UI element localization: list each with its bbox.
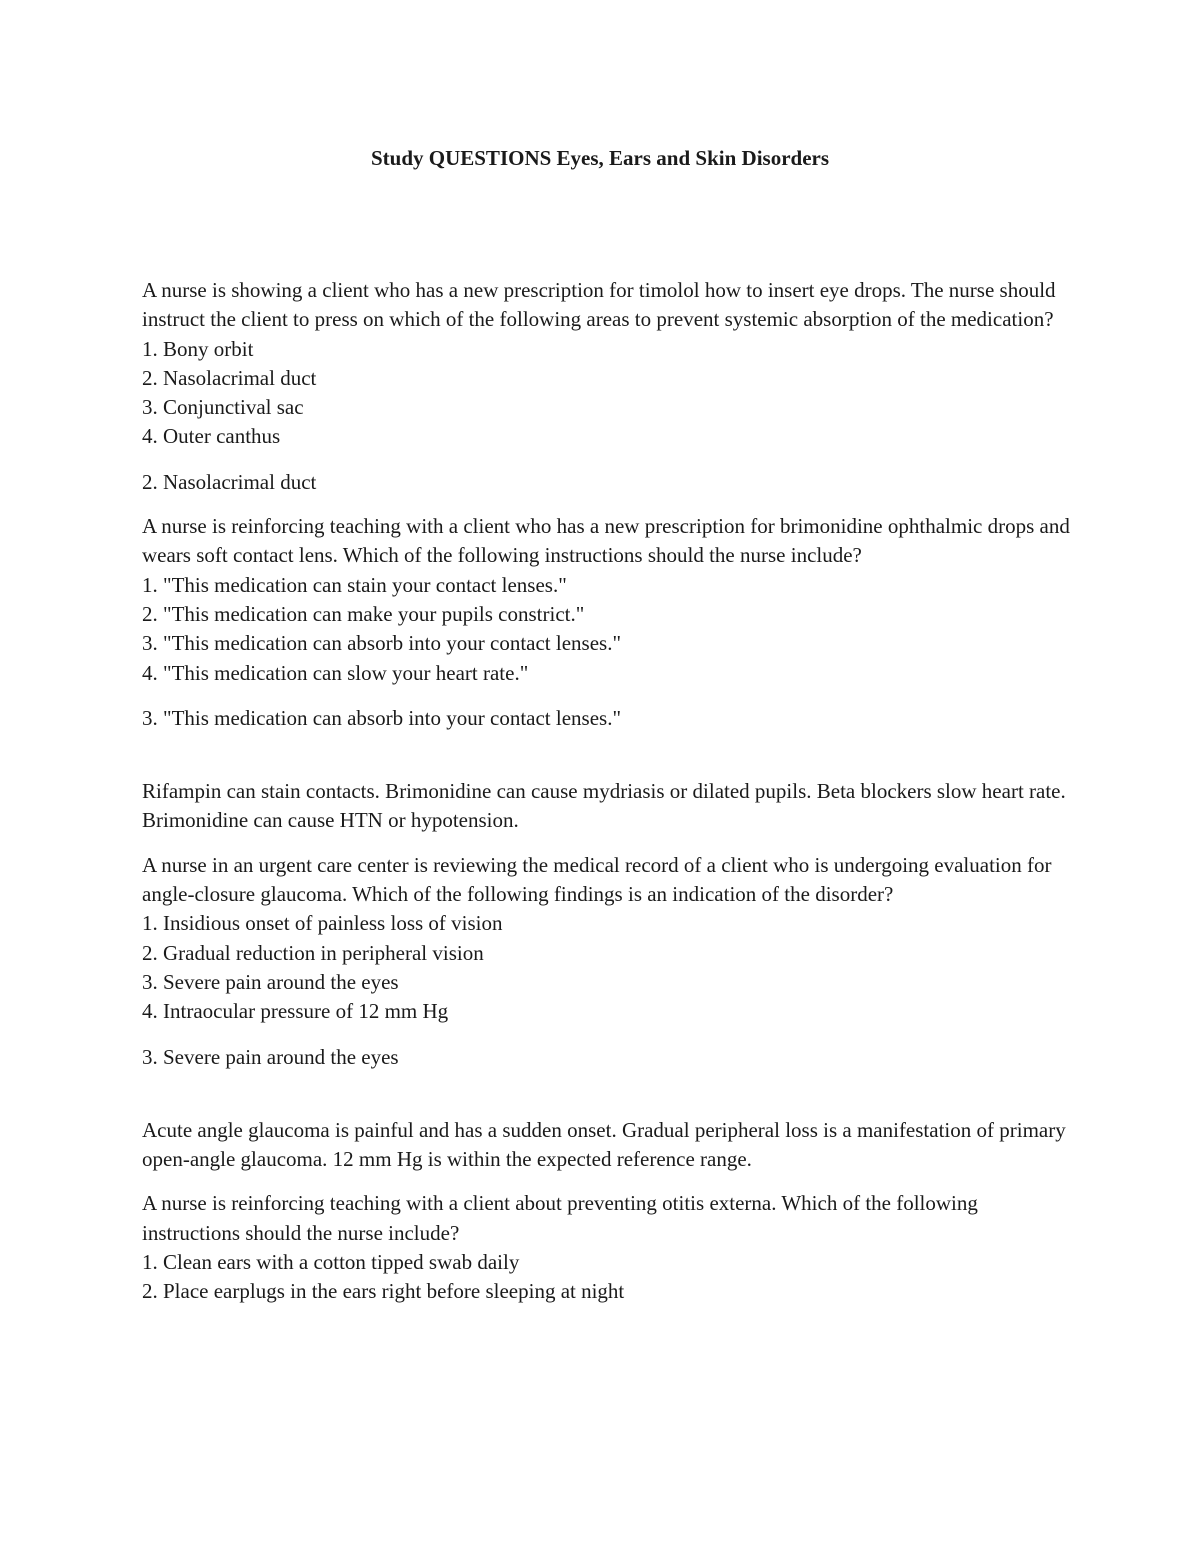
answer-text: 3. Severe pain around the eyes xyxy=(142,1044,399,1069)
question-3 xyxy=(142,851,1072,1072)
option-list xyxy=(142,571,1072,688)
option-item: 2. "This medication can make your pupils constrict." xyxy=(142,601,585,626)
question-4 xyxy=(142,1189,1072,1306)
spacer xyxy=(142,497,1072,512)
spacer xyxy=(142,836,1072,851)
question-text: A nurse in an urgent care center is reviewing the medical record of a client who is undergoing evaluation for angle-closure glaucoma. Which of the following findings is an indication of the disorder? xyxy=(142,852,1052,907)
option-item: 4. Outer canthus xyxy=(142,424,281,449)
rationale-text: Rifampin can stain contacts. Brimonidine can cause mydriasis or dilated pupils. Beta blockers slow heart rate. Brimonidine can cause HTN or hypotension. xyxy=(142,779,1066,833)
document-body xyxy=(142,276,1072,1307)
question-2 xyxy=(142,512,1072,733)
option-item: 3. "This medication can absorb into your contact lenses." xyxy=(142,631,622,656)
option-list xyxy=(142,335,1072,452)
option-item: 4. "This medication can slow your heart rate." xyxy=(142,660,529,685)
option-item: 1. "This medication can stain your contact lenses." xyxy=(142,572,567,597)
option-item: 2. Gradual reduction in peripheral vision xyxy=(142,940,484,965)
option-item: 1. Clean ears with a cotton tipped swab daily xyxy=(142,1250,520,1275)
option-item: 1. Insidious onset of painless loss of vision xyxy=(142,911,503,936)
option-item: 3. Conjunctival sac xyxy=(142,395,304,420)
rationale-text: Acute angle glaucoma is painful and has a sudden onset. Gradual peripheral loss is a manifestation of primary open-angle glaucoma. 12 mm Hg is within the expected reference range. xyxy=(142,1117,1066,1172)
question-text: A nurse is showing a client who has a new prescription for timolol how to insert eye drops. The nurse should instruct the client to press on which of the following areas to prevent systemic absorption of the medication? xyxy=(142,278,1056,332)
question-1 xyxy=(142,276,1072,497)
option-item: 2. Place earplugs in the ears right before sleeping at night xyxy=(142,1279,625,1304)
question-text: A nurse is reinforcing teaching with a client about preventing otitis externa. Which of the following instructions should the nurse include? xyxy=(142,1191,978,1245)
spacer xyxy=(142,1174,1072,1189)
document-title: Study QUESTIONS Eyes, Ears and Skin Disorders xyxy=(370,146,830,170)
option-item: 1. Bony orbit xyxy=(142,336,254,361)
spacer xyxy=(142,1072,1072,1116)
spacer xyxy=(142,733,1072,777)
option-item: 2. Nasolacrimal duct xyxy=(142,365,317,390)
option-item: 4. Intraocular pressure of 12 mm Hg xyxy=(142,999,449,1024)
option-item: 3. Severe pain around the eyes xyxy=(142,969,399,994)
question-text: A nurse is reinforcing teaching with a client who has a new prescription for brimonidine ophthalmic drops and wears soft contact lens. Which of the following instructions should the nurse include? xyxy=(142,514,1070,568)
option-list xyxy=(142,1248,1072,1307)
answer-text: 2. Nasolacrimal duct xyxy=(142,469,317,494)
answer-text: 3. "This medication can absorb into your contact lenses." xyxy=(142,705,622,730)
option-list xyxy=(142,909,1072,1026)
